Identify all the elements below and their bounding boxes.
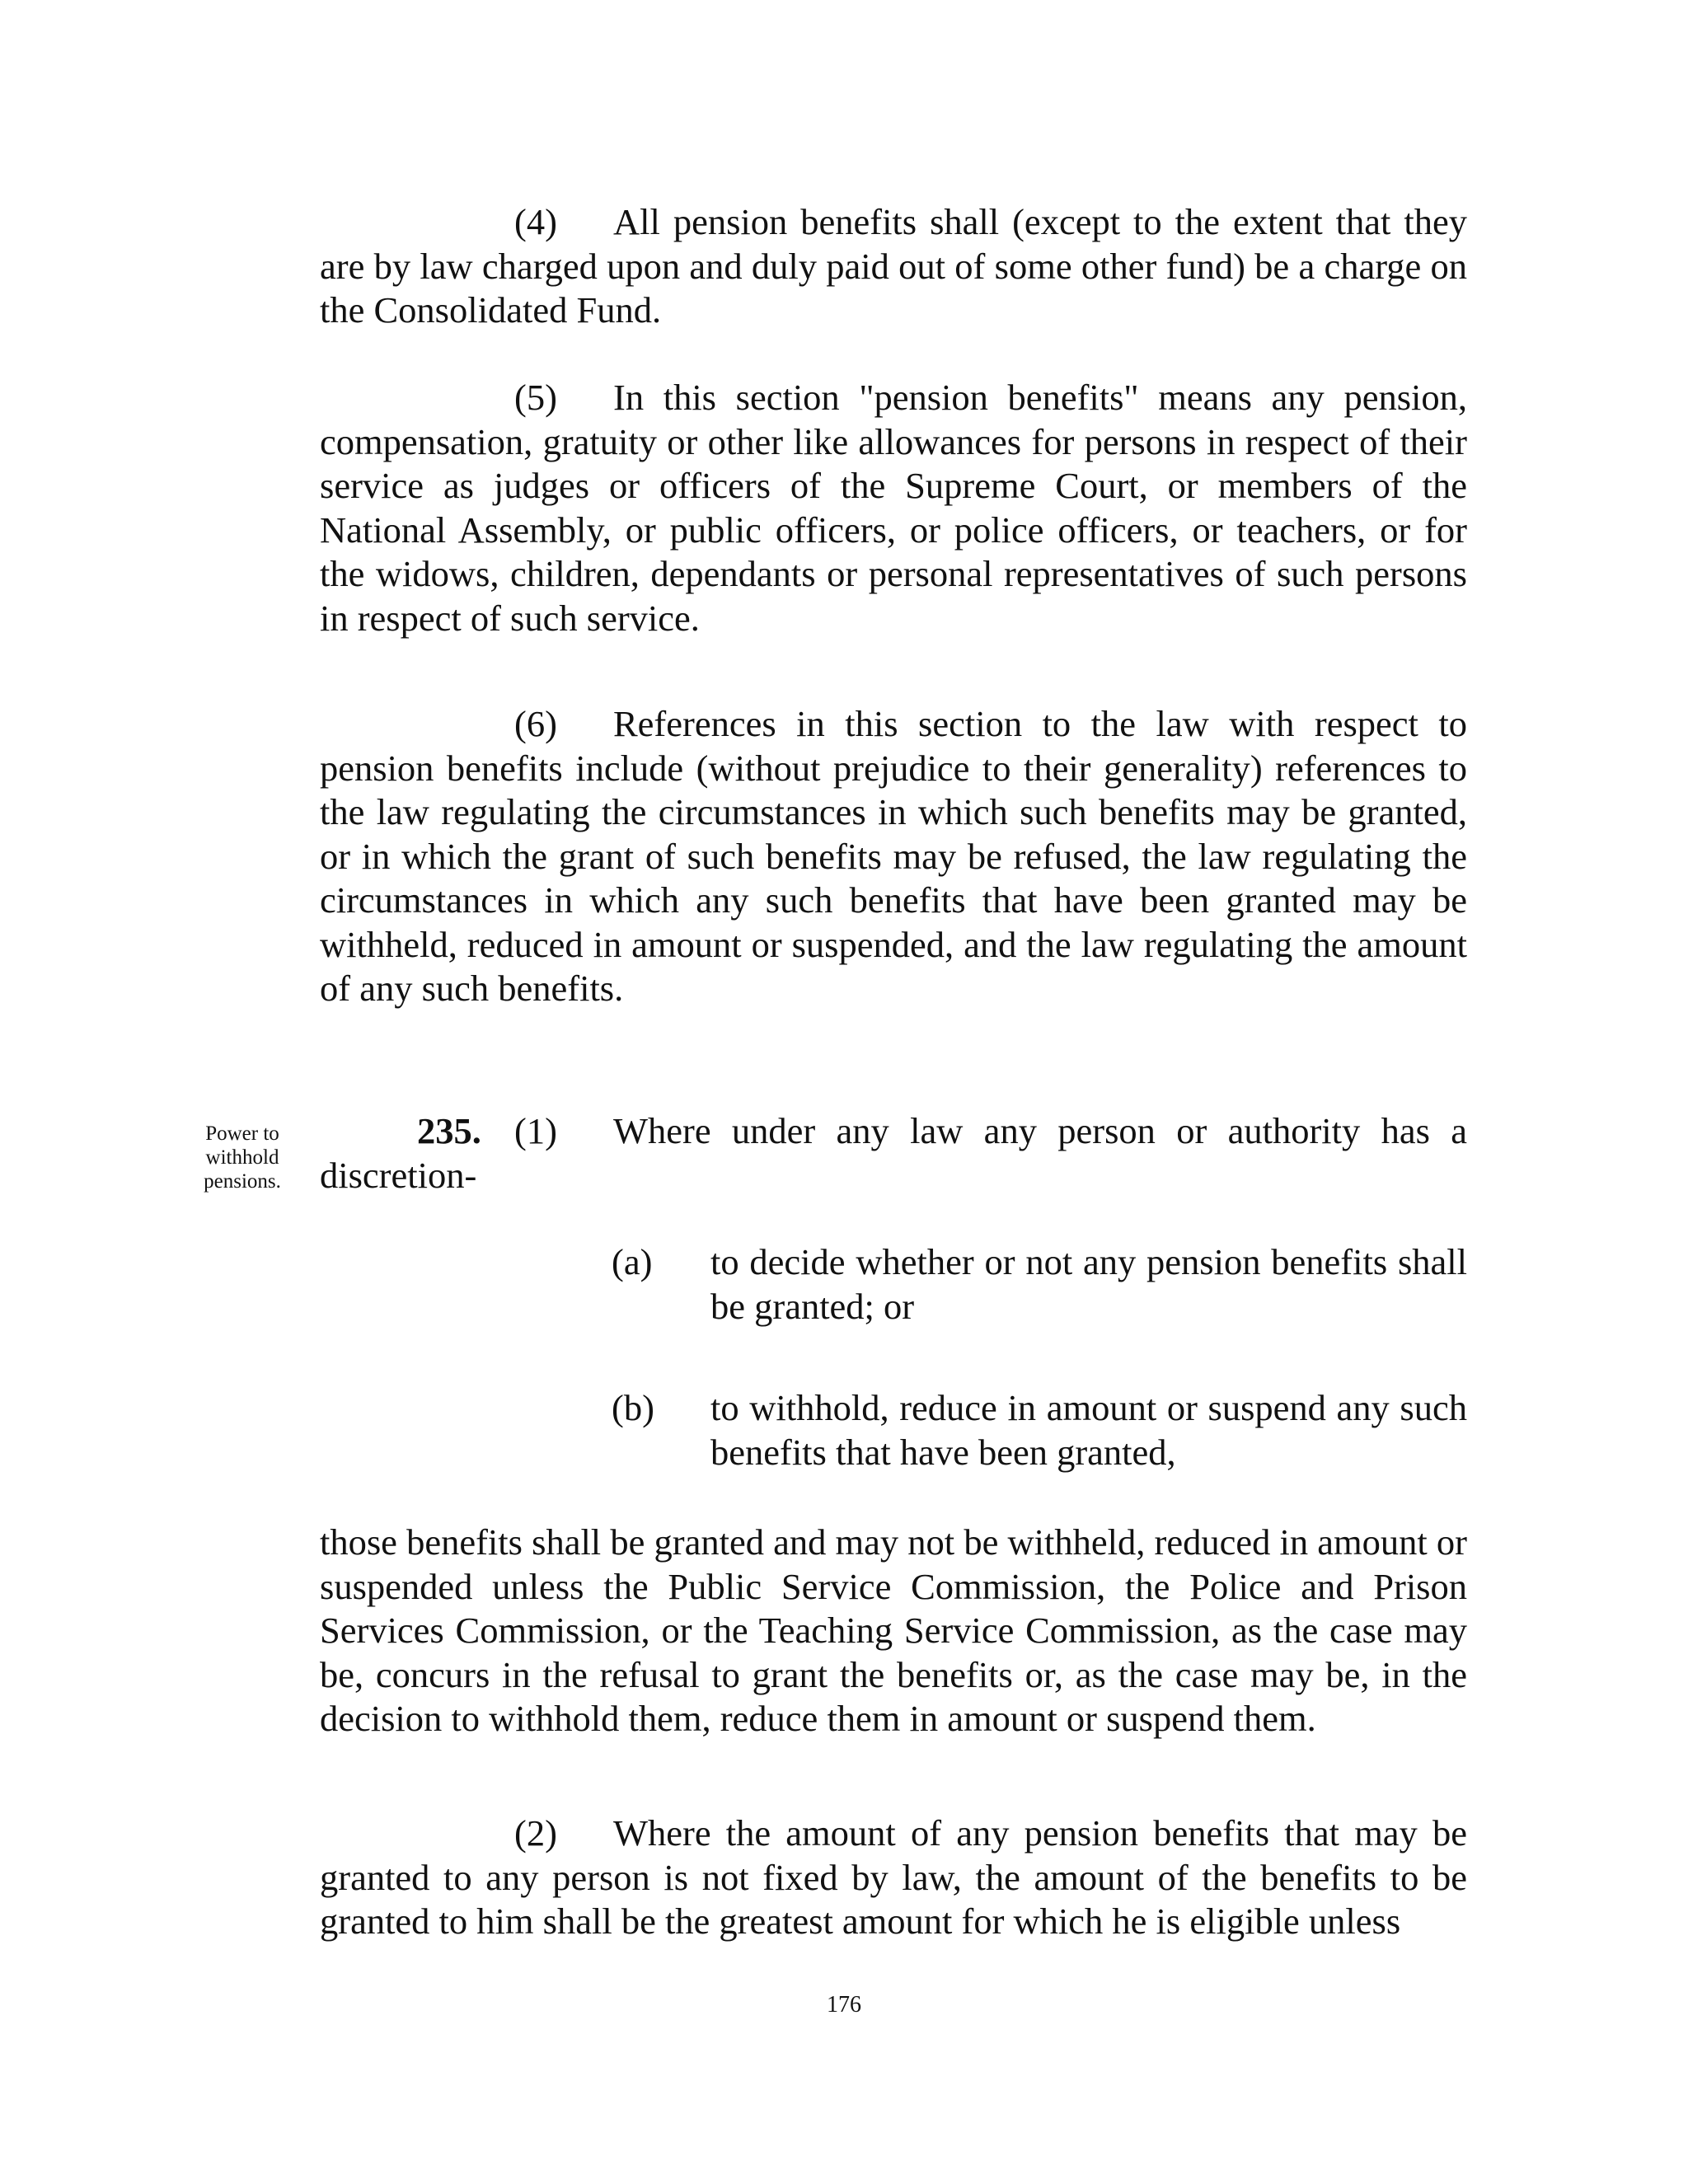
paragraph-number: (4) (514, 201, 557, 242)
paragraph-number: (6) (514, 703, 557, 744)
list-item-label: (b) (612, 1387, 654, 1428)
paragraph-text: In this section "pension benefits" means any pension, compensation, gratuity or other like allowances for persons in respect of their service as judges or officers of the Supreme Court, or members of the National Assembly, or public officers, or police officers, or teachers, or for the widows, children, dependants or personal representatives of such persons in respect of such service. (320, 377, 1467, 639)
margin-note-line: withhold (205, 1146, 279, 1169)
paragraph-number: (5) (514, 377, 557, 418)
list-item-text: to decide whether or not any pension benefits shall be granted; or (710, 1241, 1467, 1327)
paragraph-text: References in this section to the law with respect to pension benefits include (without prejudice to their generality) references to the law regulating the circumstances in which such benefits may be granted, or in which the grant of such benefits may be refused, the law regulating the circumstances in which any such benefits that have been granted may be withheld, reduced in amount or suspended, and the law regulating the amount of any such benefits. (320, 703, 1467, 1009)
paragraph-4 (320, 200, 1467, 333)
paragraph-text: Where the amount of any pension benefits that may be granted to any person is not fixed by law, the amount of the benefits to be granted to him shall be the greatest amount for which he is eligible unless (320, 1812, 1467, 1942)
list-item-a (612, 1240, 1467, 1329)
paragraph-number: (1) (514, 1110, 557, 1151)
section-number: 235. (417, 1110, 481, 1151)
paragraph-5 (320, 376, 1467, 640)
page-number: 176 (827, 1992, 861, 2018)
margin-note (196, 1122, 288, 1193)
list-item-label: (a) (612, 1241, 653, 1282)
paragraph-6 (320, 702, 1467, 1011)
list-item-b (612, 1386, 1467, 1474)
paragraph-text: those benefits shall be granted and may not be withheld, reduced in amount or suspended unless the Public Service Commission, the Police and Prison Services Commission, or the Teaching Service Commission, as the case may be, concurs in the refusal to grant the benefits or, as the case may be, in the decision to withhold them, reduce them in amount or suspend them. (320, 1521, 1467, 1739)
section-235-subsection-2 (320, 1811, 1467, 1944)
margin-note-line: pensions. (204, 1170, 281, 1193)
paragraph-number: (2) (514, 1812, 557, 1854)
margin-note-line: Power to (205, 1122, 279, 1145)
section-235-1-continuation (320, 1521, 1467, 1741)
section-235-subsection-1 (320, 1109, 1467, 1197)
paragraph-text: Where under any law any person or authority has a discretion- (320, 1110, 1467, 1196)
paragraph-text: All pension benefits shall (except to the extent that they are by law charged upon and duly paid out of some other fund) be a charge on the Consolidated Fund. (320, 201, 1467, 330)
list-item-text: to withhold, reduce in amount or suspend any such benefits that have been granted, (710, 1387, 1467, 1473)
